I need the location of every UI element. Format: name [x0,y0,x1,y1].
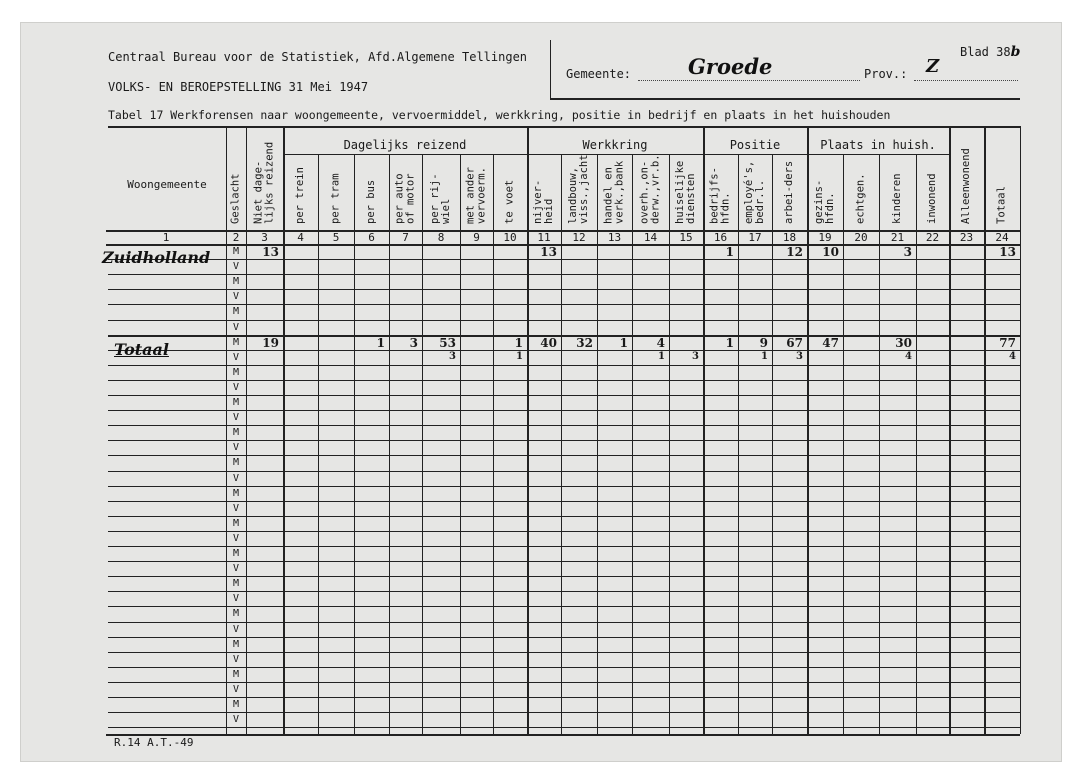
group-positie: Positie [729,138,781,152]
col-header-18: arbei-ders [783,160,795,224]
col-header-11: nijver-heid [532,179,555,224]
cell-totaal-v-c15: 3 [692,351,699,362]
blad-number [960,44,1020,60]
sex-code-m: M [232,639,240,650]
column-number: 12 [572,231,586,244]
row-line [108,304,1020,305]
row-line [108,501,1020,502]
column-number: 9 [473,231,480,244]
column-number: 13 [607,231,622,244]
sex-code-v: V [232,352,240,363]
title-rule [108,126,1020,128]
row-line [108,622,1020,623]
sex-code-v: V [232,533,240,544]
column-number: 10 [503,231,517,244]
col-header-16: bedrijfs-hfdn. [708,167,732,224]
sex-code-v: V [232,684,240,695]
cell-totaal-m-c3: 19 [262,336,279,350]
row-line [108,516,1020,517]
column-number: 7 [402,231,409,244]
sex-code-m: M [232,427,240,438]
column-number: 20 [854,231,868,244]
row-line [108,425,1020,426]
sex-code-m: M [232,246,240,257]
cell-totaal-m-c18: 67 [786,336,803,350]
column-number: 8 [437,231,445,244]
sex-code-v: V [232,261,240,272]
column-number: 11 [537,231,551,244]
cell-zuidholland-m-c3: 13 [262,245,279,259]
cell-totaal-m-c12: 32 [576,336,593,350]
sex-code-v: V [232,593,240,604]
row-line [108,440,1020,441]
column-rule [246,126,247,734]
row-line [108,531,1020,532]
column-number: 24 [995,231,1009,244]
column-number: 1 [162,231,170,244]
col-header-24: Totaal [995,186,1008,224]
row-line [108,320,1020,321]
sex-code-v: V [232,291,240,302]
blad-label: Blad 38 [960,45,1011,59]
group-dagelijks: Dagelijks reizend [343,138,467,152]
row-line [108,455,1020,456]
gemeente-underline [638,80,860,81]
cell-totaal-m-c7: 3 [409,336,418,350]
prov-value: Z [926,56,940,77]
sex-code-m: M [232,548,240,559]
row-line [108,667,1020,668]
census-line: VOLKS- EN BEROEPSTELLING 31 Mei 1947 [108,80,369,94]
table-bottom-rule [106,734,1020,736]
cell-totaal-m-c8: 53 [439,336,456,350]
row-line [108,486,1020,487]
form-code: R.14 A.T.-49 [114,736,194,749]
row-name-zuidholland: Zuidholland [102,248,211,267]
sex-code-m: M [232,306,240,317]
col-header-21: kinderen [891,173,903,224]
sex-code-m: M [232,488,240,499]
gemeente-value: Groede [688,54,773,79]
sex-code-v: V [232,714,240,725]
cell-totaal-m-c24: 77 [999,336,1016,350]
cell-zuidholland-m-c16: 1 [725,245,734,259]
column-number: 22 [925,231,940,244]
sex-code-m: M [232,367,240,378]
row-line [108,395,1020,396]
row-line [108,274,1020,275]
sex-code-v: V [232,412,240,423]
col-header-6: per bus [365,179,377,224]
cell-zuidholland-m-c11: 13 [540,245,557,259]
row-line [108,365,1020,366]
group-header-rule [283,154,949,155]
col-header-12: landbouw, viss.,jacht [567,154,590,224]
column-number: 3 [261,231,268,244]
cell-totaal-m-c21: 30 [895,336,912,350]
gemeente-label: Gemeente: [566,67,632,81]
sex-code-v: V [232,563,240,574]
sex-code-m: M [232,518,240,529]
cell-totaal-v-c18: 3 [796,351,803,362]
col-header-4: per trein [294,167,306,224]
column-number: 16 [713,231,728,244]
column-number: 4 [297,231,304,244]
sex-code-v: V [232,382,240,393]
column-number: 19 [818,231,832,244]
cell-totaal-m-c16: 1 [725,336,734,350]
column-number: 14 [643,231,658,244]
row-name-totaal: Totaal [114,340,169,359]
row-line [108,727,1020,728]
cell-zuidholland-m-c24: 13 [999,245,1016,259]
cell-totaal-m-c14: 4 [656,336,665,350]
sex-code-v: V [232,503,240,514]
cell-totaal-v-c24: 4 [1009,351,1016,362]
column-number: 6 [368,231,375,244]
row-line [108,380,1020,381]
row-line [108,712,1020,713]
sex-code-v: V [232,322,240,333]
col-header-10: te voet [503,179,516,224]
row-line [108,682,1020,683]
row-line [108,471,1020,472]
row-line [108,410,1020,411]
cell-totaal-v-c21: 4 [905,351,912,362]
cell-totaal-m-c10: 1 [514,336,523,350]
sex-code-v: V [232,442,240,453]
col-header-20: echtgen. [854,173,867,224]
col-header-17: employé's, bedr.l. [743,160,766,224]
sex-code-m: M [232,457,240,468]
header-divider [550,40,551,100]
col-header-23: Alleenwonend [960,148,972,224]
column-number: 5 [332,231,340,244]
column-number: 2 [232,231,240,244]
sex-code-v: V [232,624,240,635]
cell-totaal-m-c11: 40 [540,336,557,350]
sex-code-m: M [232,337,240,348]
row-line [108,606,1020,607]
column-number: 23 [959,231,974,244]
sex-code-v: V [232,654,240,665]
bureau-line: Centraal Bureau voor de Statistiek, Afd.Algemene Tellingen [108,50,528,64]
col-header-14: overh.,on-derw.,vr.b. [638,154,662,224]
column-rule [1020,126,1021,734]
cell-totaal-v-c17: 1 [761,351,768,362]
cell-totaal-v-c8: 3 [449,351,456,362]
col-header-15: huiselijke diensten [674,160,697,224]
col-header-7: per auto of motor [393,173,417,224]
blad-suffix: b [1010,44,1021,60]
census-form-sheet [20,22,1062,762]
sex-code-m: M [232,669,240,680]
group-werkkring: Werkkring [582,138,648,152]
row-line [108,652,1020,653]
col-header-13: handel en verk.,bank [602,160,626,224]
col-header-8: per rij-wiel [429,173,452,224]
sex-code-v: V [232,473,240,484]
sex-code-m: M [232,578,240,589]
cell-totaal-m-c6: 1 [376,336,385,350]
col-header-3: Niet dage-lijks reizend [252,141,276,224]
col-header-22: inwonend [926,173,938,224]
column-number: 21 [890,231,905,244]
column-number: 17 [748,231,762,244]
row-line [108,591,1020,592]
col-header-19: gezins-hfdn. [813,179,836,224]
header-rule [550,98,1020,100]
prov-underline [914,80,1018,81]
column-number: 15 [679,231,693,244]
cell-totaal-m-c17: 9 [759,336,768,350]
cell-totaal-m-c19: 47 [822,336,839,350]
row-line [108,697,1020,698]
row-line [108,637,1020,638]
cell-zuidholland-m-c19: 10 [822,245,839,259]
prov-label: Prov.: [864,67,908,81]
col-header-5: per tram [329,173,342,224]
row-line [108,576,1020,577]
sex-code-m: M [232,608,240,619]
sex-code-m: M [232,699,240,710]
table-title: Tabel 17 Werkforensen naar woongemeente, vervoermiddel, werkkring, positie in bedrijf en plaats in het huishouden [108,108,891,122]
group-plaats: Plaats in huish. [820,138,936,152]
cell-totaal-v-c14: 1 [658,351,665,362]
row-line [108,546,1020,547]
col-header-2: Geslacht [229,173,242,224]
sex-code-m: M [232,276,240,287]
cell-totaal-m-c13: 1 [619,336,628,350]
cell-zuidholland-m-c21: 3 [903,245,912,259]
cell-zuidholland-m-c18: 12 [786,245,803,259]
row-line [108,289,1020,290]
header-woongemeente: Woongemeente [127,178,207,191]
sex-code-m: M [232,397,240,408]
cell-totaal-v-c10: 1 [516,351,523,362]
row-line [108,561,1020,562]
row-line [108,259,1020,260]
column-number: 18 [782,231,797,244]
col-header-9: met ander vervoerm. [464,167,488,224]
